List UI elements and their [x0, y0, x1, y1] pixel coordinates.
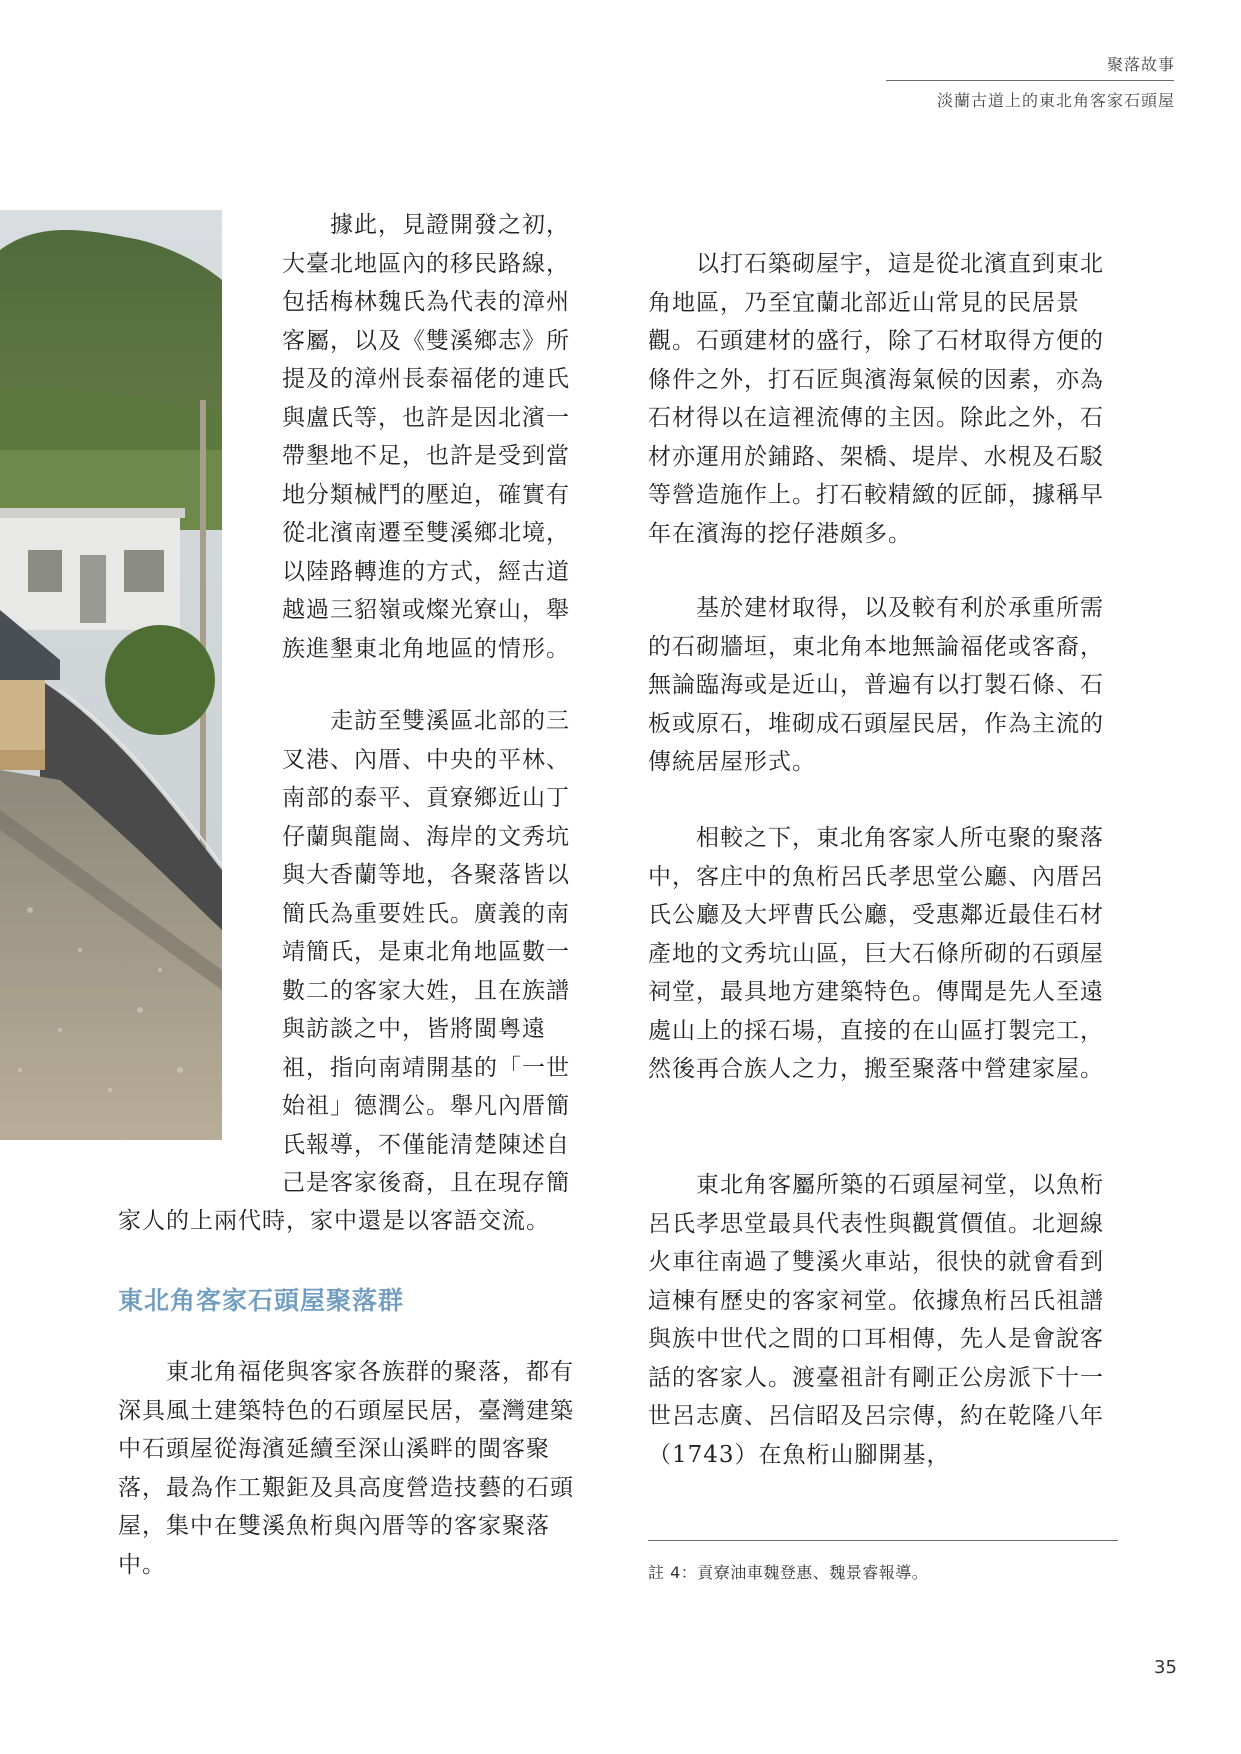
village-photo [0, 210, 222, 1140]
running-header-subtitle: 淡蘭古道上的東北角客家石頭屋 [936, 91, 1175, 110]
body-paragraph-right-4: 東北角客屬所築的石頭屋祠堂，以魚桁呂氏孝思堂最具代表性與觀賞價值。北迴線火車往南過了雙溪火車站，很快的就會看到這棟有歷史的客家祠堂。依據魚桁呂氏祖譜與族中世代之間的口耳相傳，先人是會說客話的客家人。渡臺祖計有剛正公房派下十一世呂志廣、呂信昭及呂宗傳，約在乾隆八年（1743）在魚桁山腳開基， [648, 1172, 1104, 1468]
body-paragraph-left-1: 據此，見證開發之初，大臺北地區內的移民路線，包括梅林魏氏為代表的漳州客屬，以及《雙溪鄉志》所提及的漳州長泰福佬的連氏與盧氏等，也許是因北濱一帶墾地不足，也許是受到當地分類械鬥的壓迫，確實有從北濱南遷至雙溪鄉北境，以陸路轉進的方式，經古道越過三貂嶺或燦光寮山，舉族進墾東北角地區的情形。 [282, 212, 570, 662]
body-paragraph-left-2: 走訪至雙溪區北部的三叉港、內厝、中央的平林、南部的泰平、貢寮鄉近山丁仔蘭與龍崗、海岸的文秀坑與大香蘭等地，各聚落皆以簡氏為重要姓氏。廣義的南靖簡氏，是東北角地區數一數二的客家大姓，且在族譜與訪談之中，皆將閩粵遠祖，指向南靖開基的「一世始祖」德潤公。舉凡內厝簡氏報導，不僅能清楚陳述自己是客家後裔，且在現存簡 [282, 708, 570, 1196]
body-paragraph-left-3: 東北角福佬與客家各族群的聚落，都有深具風土建築特色的石頭屋民居，臺灣建築中石頭屋從海濱延續至深山溪畔的閩客聚落，最為作工艱鉅及具高度營造技藝的石頭屋，集中在雙溪魚桁與內厝等的客家聚落中。 [118, 1359, 574, 1578]
body-paragraph-right-2: 基於建材取得，以及較有利於承重所需的石砌牆垣，東北角本地無論福佬或客裔，無論臨海或是近山，普遍有以打製石條、石板或原石，堆砌成石頭屋民居，作為主流的傳統居屋形式。 [648, 595, 1104, 775]
footnote: 註 4：貢寮油車魏登惠、魏景睿報導。 [648, 1563, 929, 1582]
page-number: 35 [1154, 1657, 1177, 1678]
running-header-section: 聚落故事 [1106, 55, 1175, 74]
body-paragraph-right-3: 相較之下，東北角客家人所屯聚的聚落中，客庄中的魚桁呂氏孝思堂公廳、內厝呂氏公廳及大坪曹氏公廳，受惠鄰近最佳石材產地的文秀坑山區，巨大石條所砌的石頭屋祠堂，最具地方建築特色。傳聞是先人至遠處山上的採石場，直接的在山區打製完工，然後再合族人之力，搬至聚落中營建家屋。 [648, 825, 1104, 1082]
body-paragraph-right-1: 以打石築砌屋宇，這是從北濱直到東北角地區，乃至宜蘭北部近山常見的民居景觀。石頭建材的盛行，除了石材取得方便的條件之外，打石匠與濱海氣候的因素，亦為石材得以在這裡流傳的主因。除此之外，石材亦運用於鋪路、架橋、堤岸、水梘及石駁等營造施作上。打石較精緻的匠師，據稱早年在濱海的挖仔港頗多。 [648, 251, 1104, 547]
footnote-divider [648, 1540, 1118, 1541]
body-paragraph-left-2-continued: 家人的上兩代時，家中還是以客語交流。 [118, 1208, 550, 1234]
header-divider [886, 80, 1174, 81]
section-heading: 東北角客家石頭屋聚落群 [118, 1286, 405, 1315]
